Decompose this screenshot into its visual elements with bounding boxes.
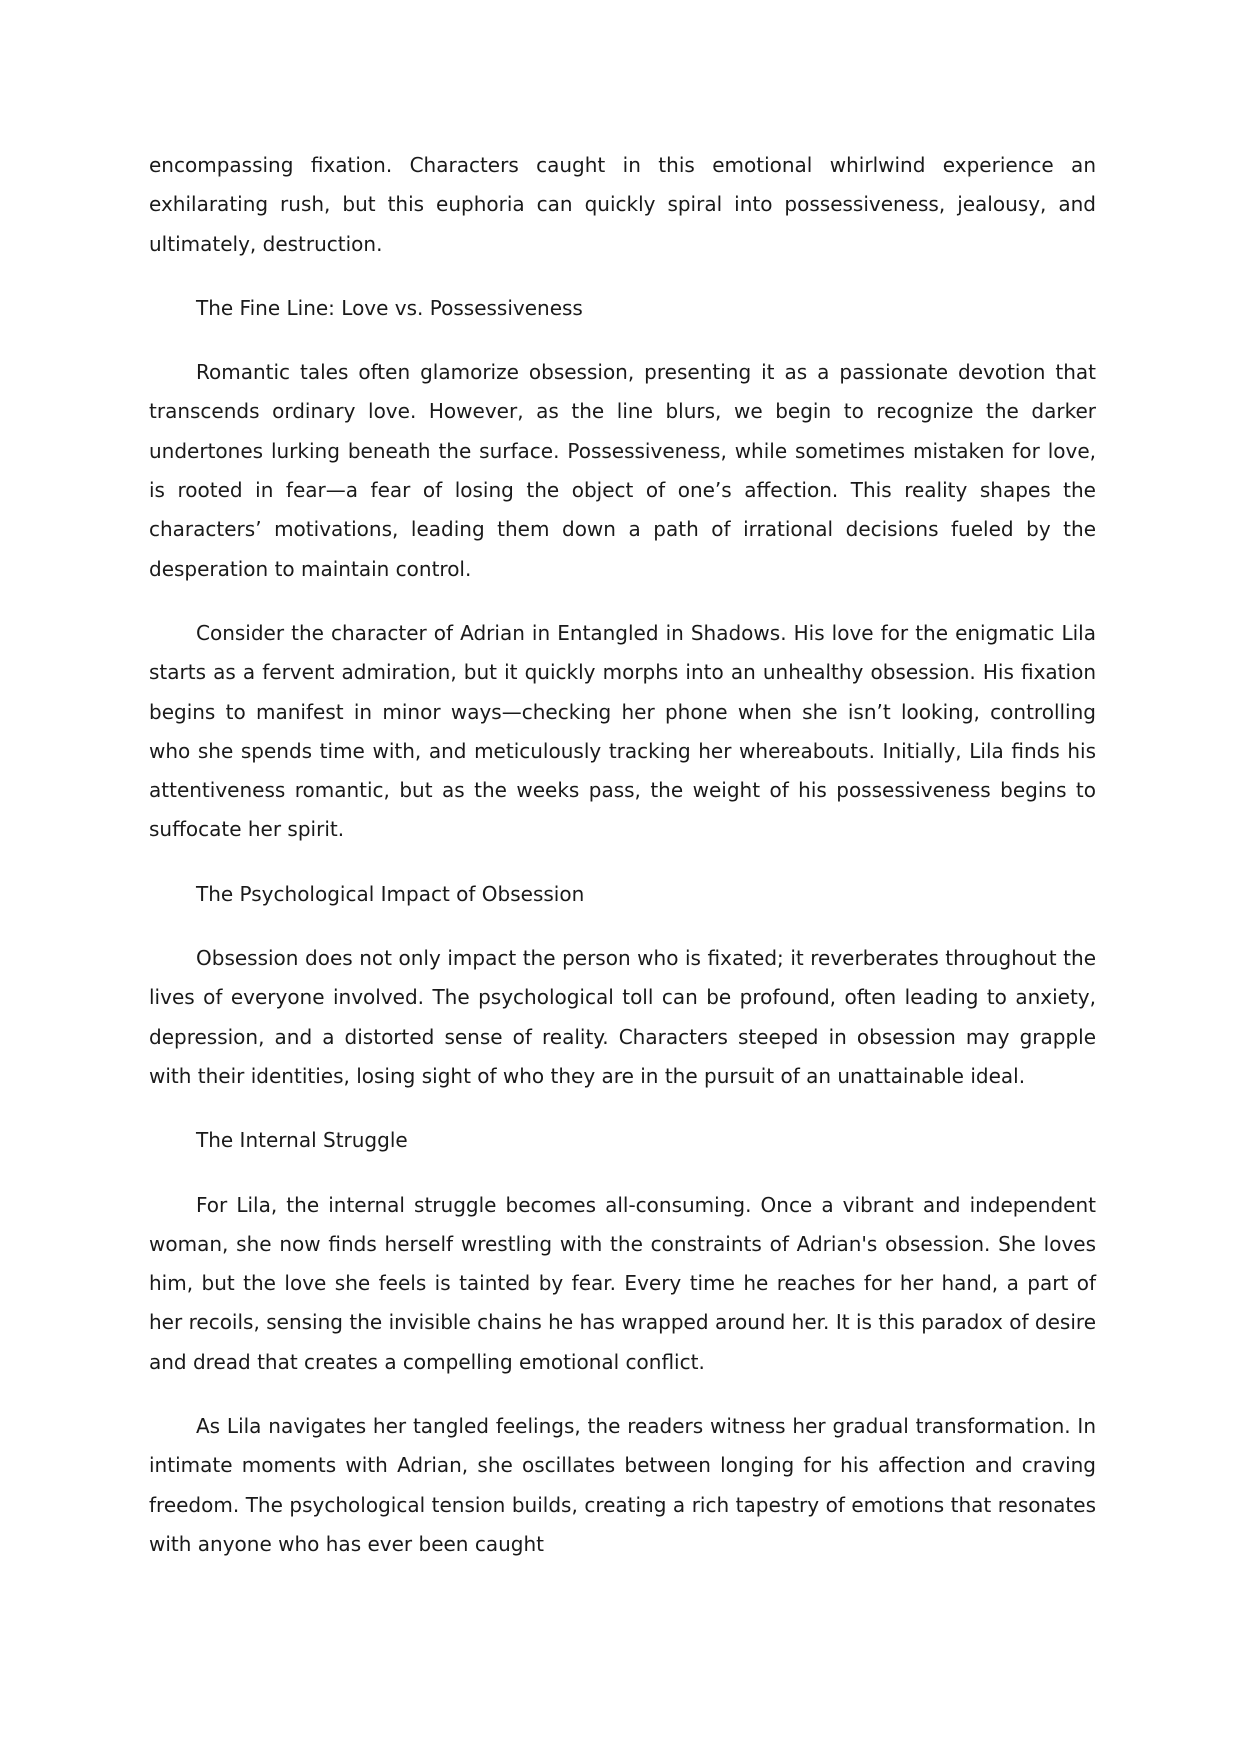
section-heading-internal-struggle: The Internal Struggle bbox=[196, 1128, 408, 1153]
paragraph-intro-continuation: encompassing fixation. Characters caught in this emotional whirlwind experience an exhilarating rush, but this euphoria can quickly spiral into possessiveness, jealousy, and ultimately, destruction. bbox=[149, 153, 1096, 256]
paragraph-lila-transformation: As Lila navigates her tangled feelings, the readers witness her gradual transformation. In intimate moments with Adrian, she oscillates between longing for his affection and craving freedom. The psychological tension builds, creating a rich tapestry of emotions that resonates with anyone who has ever been caught bbox=[149, 1414, 1096, 1556]
paragraph-lila-struggle: For Lila, the internal struggle becomes all-consuming. Once a vibrant and independent woman, she now finds herself wrestling with the constraints of Adrian's obsession. She loves him, but the love she feels is tainted by fear. Every time he reaches for her hand, a part of her recoils, sensing the invisible chains he has wrapped around her. It is this paradox of desire and dread that creates a compelling emotional conflict. bbox=[149, 1192, 1096, 1374]
section-heading-psychological-impact: The Psychological Impact of Obsession bbox=[196, 881, 585, 906]
section-heading-fine-line: The Fine Line: Love vs. Possessiveness bbox=[196, 295, 583, 320]
paragraph-romantic-tales: Romantic tales often glamorize obsession, presenting it as a passionate devotion that transcends ordinary love. However, as the line blurs, we begin to recognize the darker undertones lurking beneath the surface. Possessiveness, while sometimes mistaken for love, is rooted in fear—a fear of losing the object of one’s affection. This reality shapes the characters’ motivations, leading them down a path of irrational decisions fueled by the desperation to maintain control. bbox=[149, 360, 1096, 581]
document-page bbox=[149, 146, 1096, 1589]
paragraph-adrian-character: Consider the character of Adrian in Entangled in Shadows. His love for the enigmatic Lila starts as a fervent admiration, but it quickly morphs into an unhealthy obsession. His fixation begins to manifest in minor ways—checking her phone when she isn’t looking, controlling who she spends time with, and meticulously tracking her whereabouts. Initially, Lila finds his attentiveness romantic, but as the weeks pass, the weight of his possessiveness begins to suffocate her spirit. bbox=[149, 620, 1096, 842]
paragraph-obsession-impact: Obsession does not only impact the person who is fixated; it reverberates throughout the lives of everyone involved. The psychological toll can be profound, often leading to anxiety, depression, and a distorted sense of reality. Characters steeped in obsession may grapple with their identities, losing sight of who they are in the pursuit of an unattainable ideal. bbox=[149, 946, 1096, 1088]
